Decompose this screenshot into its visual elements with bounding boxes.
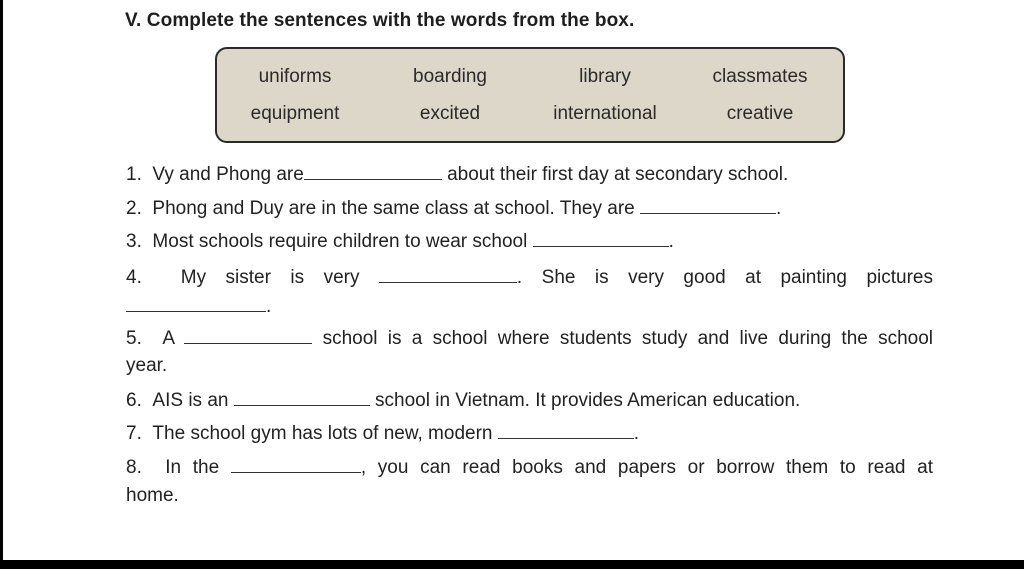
sentence-text-before: Phong and Duy are in the same class at school. They are xyxy=(152,198,635,219)
word-international: international xyxy=(553,103,657,124)
sentence-6 xyxy=(126,389,800,413)
answer-blank[interactable] xyxy=(231,456,361,473)
sentence-8-continuation: home. xyxy=(126,485,179,506)
sentence-text-after: . She is very good at painting pictures xyxy=(516,267,933,288)
word-classmates: classmates xyxy=(712,66,808,87)
exercise-title: V. Complete the sentences with the words from the box. xyxy=(125,10,635,31)
sentence-4 xyxy=(126,266,933,290)
sentence-number: 1. xyxy=(126,164,142,185)
word-excited: excited xyxy=(419,103,481,124)
word-creative: creative xyxy=(726,103,794,124)
sentence-4-continuation xyxy=(126,295,271,319)
word-box xyxy=(215,47,845,143)
sentence-text-after: about their first day at secondary school. xyxy=(447,164,789,185)
word-library: library xyxy=(579,66,631,87)
sentence-number: 8. xyxy=(126,457,142,478)
sentence-number: 5. xyxy=(126,328,142,349)
answer-blank[interactable] xyxy=(184,327,312,344)
word-boarding: boarding xyxy=(413,66,487,87)
sentence-5-continuation: year. xyxy=(126,355,168,376)
word-equipment: equipment xyxy=(250,103,340,124)
sentence-text-before: Most schools require children to wear school xyxy=(152,231,528,252)
answer-blank[interactable] xyxy=(234,389,370,406)
sentence-3 xyxy=(126,230,674,254)
word-uniforms: uniforms xyxy=(258,66,332,87)
sentence-number: 4. xyxy=(126,267,142,288)
sentence-text-after: school in Vietnam. It provides American education. xyxy=(375,390,801,411)
sentence-text-before: AIS is an xyxy=(152,390,229,411)
sentence-7 xyxy=(126,422,639,446)
sentence-text-after: school is a school where students study and live during the school xyxy=(322,328,934,349)
answer-blank[interactable] xyxy=(640,197,776,214)
sentence-5 xyxy=(126,327,933,351)
sentence-text-before: In the xyxy=(165,457,220,478)
sentence-text-after: , you can read books and papers or borrow them to read at xyxy=(360,457,933,478)
sentence-8 xyxy=(126,456,933,480)
sentence-1 xyxy=(126,163,788,187)
worksheet-page xyxy=(3,0,1024,560)
sentence-number: 6. xyxy=(126,390,142,411)
sentence-text-after: . xyxy=(668,231,674,252)
sentence-text-before: A xyxy=(162,328,175,349)
answer-blank[interactable] xyxy=(498,422,634,439)
sentence-number: 7. xyxy=(126,423,142,444)
sentence-continuation-text: . xyxy=(266,296,272,317)
answer-blank[interactable] xyxy=(379,266,517,283)
sentence-number: 3. xyxy=(126,231,142,252)
sentence-text-before: The school gym has lots of new, modern xyxy=(152,423,493,444)
sentence-text-before: Vy and Phong are xyxy=(152,164,304,185)
sentence-text-after: . xyxy=(633,423,640,444)
sentence-2 xyxy=(126,197,781,221)
answer-blank-2[interactable] xyxy=(126,295,266,312)
answer-blank[interactable] xyxy=(304,163,442,180)
bottom-border xyxy=(0,560,1024,569)
sentence-text-before: My sister is very xyxy=(180,267,360,288)
sentence-text-after: . xyxy=(776,198,782,219)
answer-blank[interactable] xyxy=(533,230,669,247)
sentence-number: 2. xyxy=(126,198,142,219)
